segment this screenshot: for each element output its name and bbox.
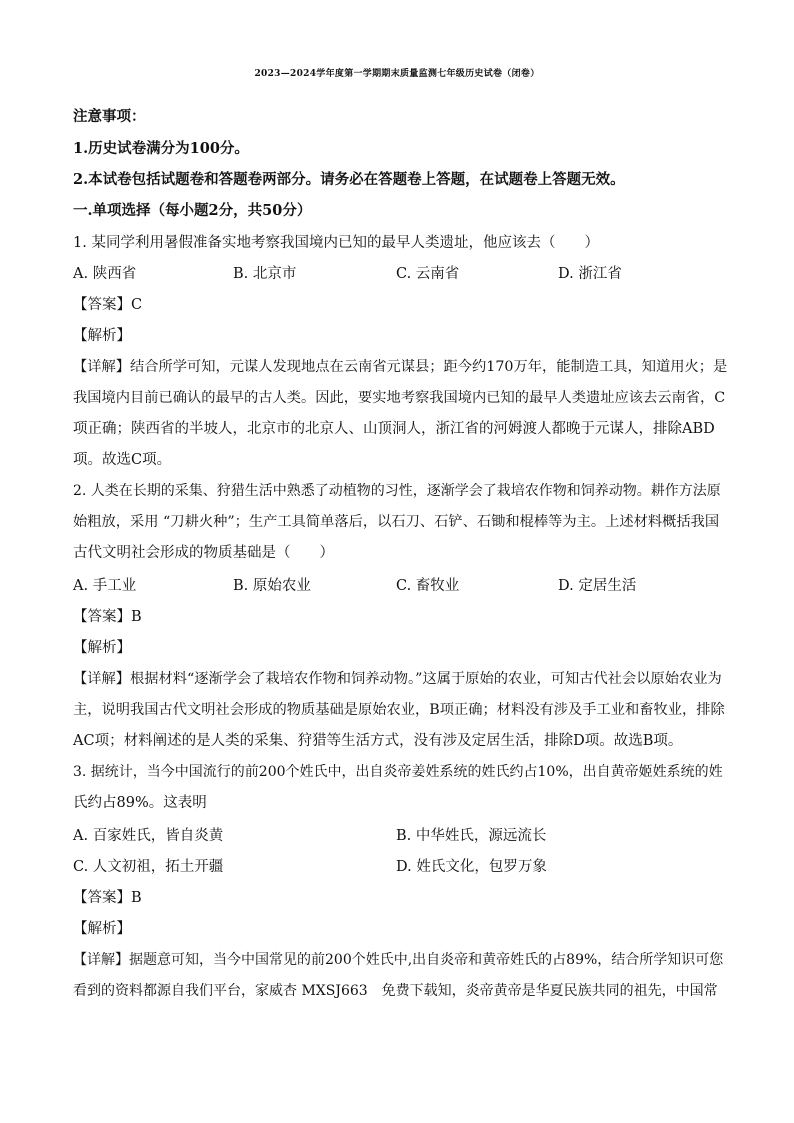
q3-stem-line: 氏约占89%。这表明: [73, 795, 207, 811]
q2-option-a: A. 手工业: [73, 578, 137, 594]
q1-answer: 【答案】C: [73, 297, 143, 313]
q1-detail-line: 【详解】结合所学可知，元谋人发现地点在云南省元谋县；距今约170万年，能制造工具，知道用火；是: [73, 359, 728, 375]
q1-detail: [73, 352, 728, 476]
q3-analysis-label: 【解析】: [73, 921, 131, 937]
q3-option-d: D. 姓氏文化，包罗万象: [396, 859, 547, 875]
notice-item-1: 1.历史试卷满分为100分。: [73, 140, 249, 157]
q1-option-c: C. 云南省: [396, 266, 460, 282]
q1-option-b: B. 北京市: [233, 266, 297, 282]
q3-detail-line: 看到的资料都源自我们平台，家威杏 MXSJ663 免费下载知，炎帝黄帝是华夏民族共同的祖先，中国常: [73, 983, 718, 999]
notice-item-2: 2.本试卷包括试题卷和答题卷两部分。请务必在答题卷上答题，在试题卷上答题无效。: [73, 171, 625, 188]
q3-detail-line: 【详解】据题意可知，当今中国常见的前200个姓氏中,出自炎帝和黄帝姓氏的占89%，结合所学知识可您: [73, 952, 724, 968]
q2-detail-line: 主，说明我国古代文明社会形成的物质基础是原始农业，B项正确；材料没有涉及手工业和畜牧业，排除: [73, 702, 725, 718]
q3-answer: 【答案】B: [73, 890, 142, 906]
q3-option-c: C. 人文初祖，拓土开疆: [73, 859, 224, 875]
q3-stem-line: 3. 据统计，当今中国流行的前200个姓氏中，出自炎帝姜姓系统的姓氏约占10%，出自黄帝姬姓系统的姓: [73, 764, 723, 780]
q3-option-b: B. 中华姓氏，源远流长: [396, 828, 547, 844]
q1-option-a: A. 陕西省: [73, 266, 137, 282]
question-2-stem: [73, 476, 723, 569]
notice-heading: 注意事项：: [73, 108, 146, 125]
q1-option-d: D. 浙江省: [558, 266, 622, 282]
q2-answer: 【答案】B: [73, 609, 142, 625]
q1-detail-line: 我国境内目前已确认的最早的古人类。因此，要实地考察我国境内已知的最早人类遗址应该去云南省，C: [73, 390, 726, 406]
q2-analysis-label: 【解析】: [73, 640, 131, 656]
q1-analysis-label: 【解析】: [73, 328, 131, 344]
q2-stem-line: 古代文明社会形成的物质基础是（ ）: [73, 545, 334, 561]
section-heading: 一.单项选择（每小题2分，共50分）: [73, 202, 312, 219]
page-title: 2023—2024学年度第一学期期末质量监测七年级历史试卷（闭卷）: [254, 69, 540, 79]
q3-detail: [73, 945, 723, 1007]
q2-option-c: C. 畜牧业: [396, 578, 460, 594]
q2-option-b: B. 原始农业: [233, 578, 311, 594]
q2-detail-line: 【详解】根据材料“逐渐学会了栽培农作物和饲养动物。”这属于原始的农业，可知古代社会以原始农业为: [73, 671, 722, 687]
q3-option-a: A. 百家姓氏，皆自炎黄: [73, 828, 224, 844]
q2-stem-line: 2. 人类在长期的采集、狩猎生活中熟悉了动植物的习性，逐渐学会了栽培农作物和饲养动物。耕作方法原: [73, 483, 721, 499]
q1-detail-line: 项。故选C项。: [73, 452, 172, 468]
q1-detail-line: 项正确；陕西省的半坡人，北京市的北京人、山顶洞人，浙江省的河姆渡人都晚于元谋人，排除ABD: [73, 421, 715, 437]
q2-stem-line: 始粗放，采用 “刀耕火种”；生产工具简单落后，以石刀、石铲、石锄和棍棒等为主。上述材料概括我国: [73, 514, 720, 530]
q2-option-d: D. 定居生活: [558, 578, 637, 594]
q2-detail-line: AC项；材料阐述的是人类的采集、狩猎等生活方式，没有涉及定居生活，排除D项。故选B项。: [73, 733, 683, 749]
question-1-stem: 1. 某同学利用暑假准备实地考察我国境内已知的最早人类遗址，他应该去（ ）: [73, 235, 599, 251]
question-3-stem: [73, 757, 723, 819]
q2-detail: [73, 664, 723, 757]
